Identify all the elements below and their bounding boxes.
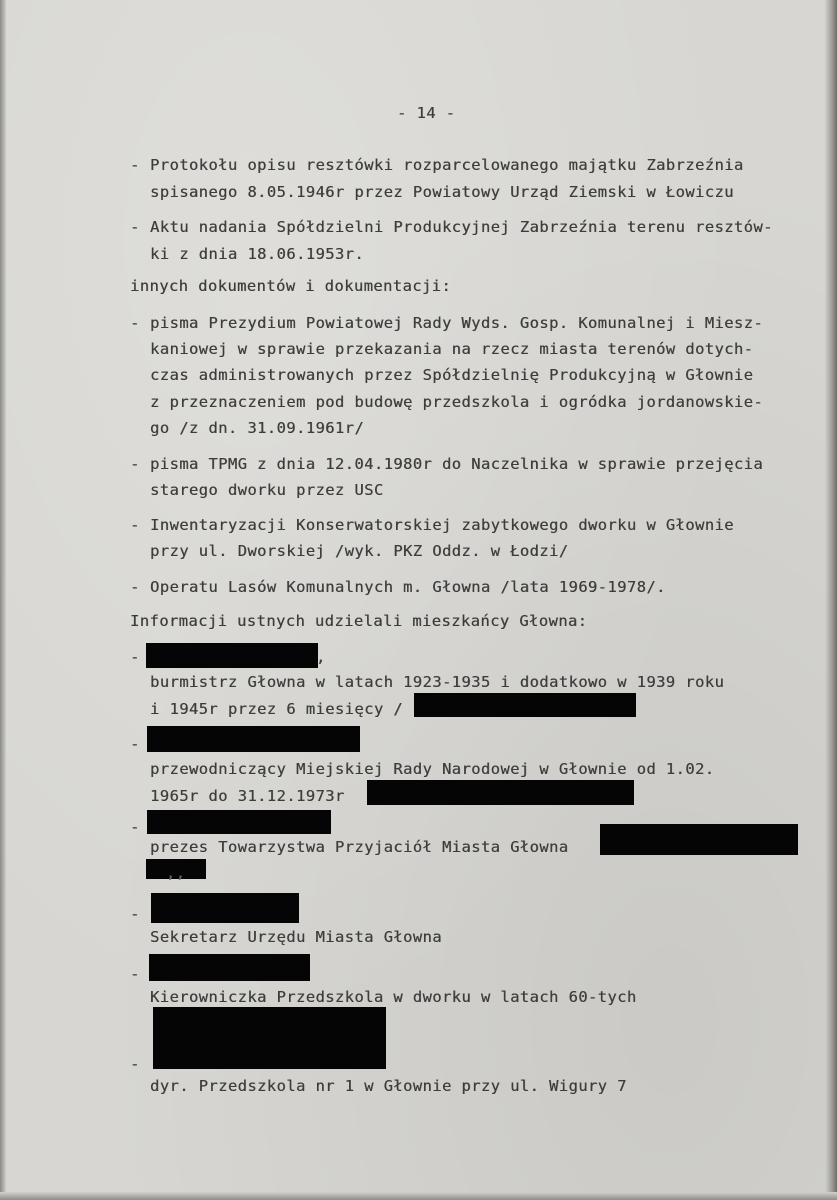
bullet: -	[130, 156, 140, 174]
text-line: go /z dn. 31.09.1961r/	[150, 419, 365, 437]
text-line: przewodniczący Miejskiej Rady Narodowej w Głownie od 1.02.	[150, 760, 715, 778]
text-line: czas administrowanych przez Spółdzielnię Produkcyjną w Głownie	[150, 366, 754, 384]
page-bottom-edge	[0, 1192, 837, 1200]
bullet: -	[130, 314, 140, 332]
text-line: przy ul. Dworskiej /wyk. PKZ Oddz. w Łodzi/	[150, 542, 569, 560]
page-left-edge	[0, 0, 6, 1200]
text-line: burmistrz Głowna w latach 1923-1935 i dodatkowo w 1939 roku	[150, 673, 725, 691]
redaction-bar	[414, 693, 636, 717]
text-line: kaniowej w sprawie przekazania na rzecz miasta terenów dotych-	[150, 340, 754, 358]
bullet: -	[130, 1055, 140, 1073]
redaction-bar	[151, 893, 299, 923]
name-suffix: ,	[316, 648, 326, 666]
text-line: z przeznaczeniem pod budowę przedszkola i ogródka jordanowskie-	[150, 393, 764, 411]
redaction-bar	[153, 1007, 386, 1069]
text-line: Aktu nadania Spółdzielni Produkcyjnej Zabrzeźnia terenu resztów-	[150, 218, 773, 236]
text-line: spisanego 8.05.1946r przez Powiatowy Urząd Ziemski w Łowiczu	[150, 183, 734, 201]
text-line: 1965r do 31.12.1973r	[150, 787, 345, 805]
redaction-bar	[149, 954, 310, 981]
bullet: -	[130, 516, 140, 534]
text-line: pisma TPMG z dnia 12.04.1980r do Naczelnika w sprawie przejęcia	[150, 455, 764, 473]
bullet: -	[130, 818, 140, 836]
redaction-bar	[147, 726, 360, 752]
text-line: i 1945r przez 6 miesięcy /	[150, 700, 404, 718]
bullet: -	[130, 218, 140, 236]
redaction-bar	[367, 780, 634, 805]
tail-mark: ,,	[166, 864, 186, 882]
text-line: Protokołu opisu resztówki rozparcelowanego majątku Zabrzeźnia	[150, 156, 744, 174]
bullet: -	[130, 905, 140, 923]
text-line: Operatu Lasów Komunalnych m. Głowna /lata 1969-1978/.	[150, 578, 666, 596]
section-heading: Informacji ustnych udzielali mieszkańcy Głowna:	[130, 612, 588, 630]
page-right-edge	[825, 0, 837, 1200]
bullet: -	[130, 735, 140, 753]
text-line: Kierowniczka Przedszkola w dworku w latach 60-tych	[150, 988, 637, 1006]
text-line: ki z dnia 18.06.1953r.	[150, 245, 365, 263]
text-line: Sekretarz Urzędu Miasta Głowna	[150, 928, 442, 946]
bullet: -	[130, 578, 140, 596]
redaction-bar	[146, 643, 318, 668]
bullet: -	[130, 965, 140, 983]
text-line: dyr. Przedszkola nr 1 w Głownie przy ul. Wigury 7	[150, 1077, 627, 1095]
bullet: -	[130, 455, 140, 473]
redaction-bar	[147, 810, 331, 834]
section-heading: innych dokumentów i dokumentacji:	[130, 277, 452, 295]
bullet: -	[130, 648, 140, 666]
text-line: starego dworku przez USC	[150, 481, 384, 499]
text-line: prezes Towarzystwa Przyjaciół Miasta Głowna	[150, 838, 569, 856]
page-number: - 14 -	[397, 104, 456, 122]
text-line: Inwentaryzacji Konserwatorskiej zabytkowego dworku w Głownie	[150, 516, 734, 534]
text-line: pisma Prezydium Powiatowej Rady Wyds. Gosp. Komunalnej i Miesz-	[150, 314, 764, 332]
redaction-bar	[600, 824, 798, 855]
